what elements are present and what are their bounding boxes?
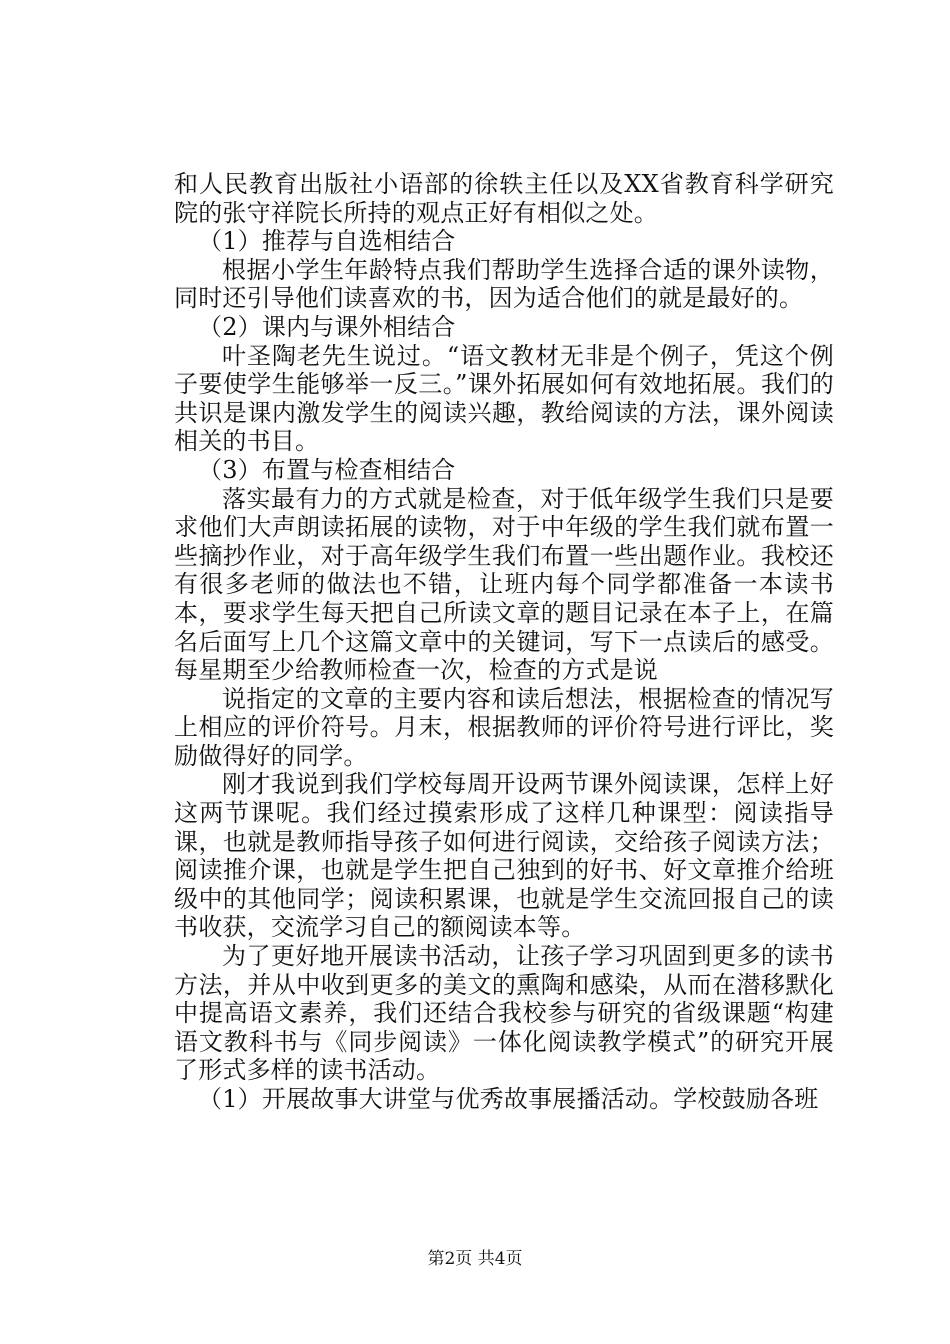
paragraph: 叶圣陶老先生说过。“语文教材无非是个例子，凭这个例子要使学生能够举一反三。”课外拓展如何有效地拓展。我们的共识是课内激发学生的阅读兴趣，教给阅读的方法，课外阅读相关的书目。 [174, 341, 834, 456]
page-number-footer: 第2页 共4页 [427, 1249, 523, 1269]
paragraph: （3）布置与检查相结合 [198, 455, 456, 484]
paragraph: 刚才我说到我们学校每周开设两节课外阅读课，怎样上好这两节课呢。我们经过摸索形成了这样几种课型：阅读指导课，也就是教师指导孩子如何进行阅读，交给孩子阅读方法；阅读推介课，也就是学生把自己独到的好书、好文章推介给班级中的其他同学；阅读积累课，也就是学生交流回报自己的读书收获，交流学习自己的额阅读本等。 [174, 770, 834, 942]
paragraph: 和人民教育出版社小语部的徐轶主任以及XX省教育科学研究院的张守祥院长所持的观点正好有相似之处。 [174, 170, 834, 227]
paragraph: 根据小学生年龄特点我们帮助学生选择合适的课外读物，同时还引导他们读喜欢的书，因为适合他们的就是最好的。 [174, 255, 834, 313]
paragraph: 说指定的文章的主要内容和读后想法，根据检查的情况写上相应的评价符号。月末，根据教师的评价符号进行评比，奖励做得好的同学。 [174, 684, 834, 770]
paragraph: 为了更好地开展读书活动，让孩子学习巩固到更多的读书方法，并从中收到更多的美文的熏陶和感染，从而在潜移默化中提高语文素养，我们还结合我校参与研究的省级课题“构建语文教科书与《同步阅读》一体化阅读教学模式”的研究开展了形式多样的读书活动。 [174, 942, 834, 1085]
document-body [174, 170, 834, 1114]
paragraph: 落实最有力的方式就是检查，对于低年级学生我们只是要求他们大声朗读拓展的读物，对于中年级的学生我们就布置一些摘抄作业，对于高年级学生我们布置一些出题作业。我校还有很多老师的做法也不错，让班内每个同学都准备一本读书本，要求学生每天把自己所读文章的题目记录在本子上，在篇名后面写上几个这篇文章中的关键词，写下一点读后的感受。每星期至少给教师检查一次，检查的方式是说 [174, 484, 834, 685]
paragraph: （2）课内与课外相结合 [198, 312, 456, 341]
paragraph: （1）开展故事大讲堂与优秀故事展播活动。学校鼓励各班 [198, 1085, 819, 1113]
paragraph: （1）推荐与自选相结合 [198, 227, 456, 256]
